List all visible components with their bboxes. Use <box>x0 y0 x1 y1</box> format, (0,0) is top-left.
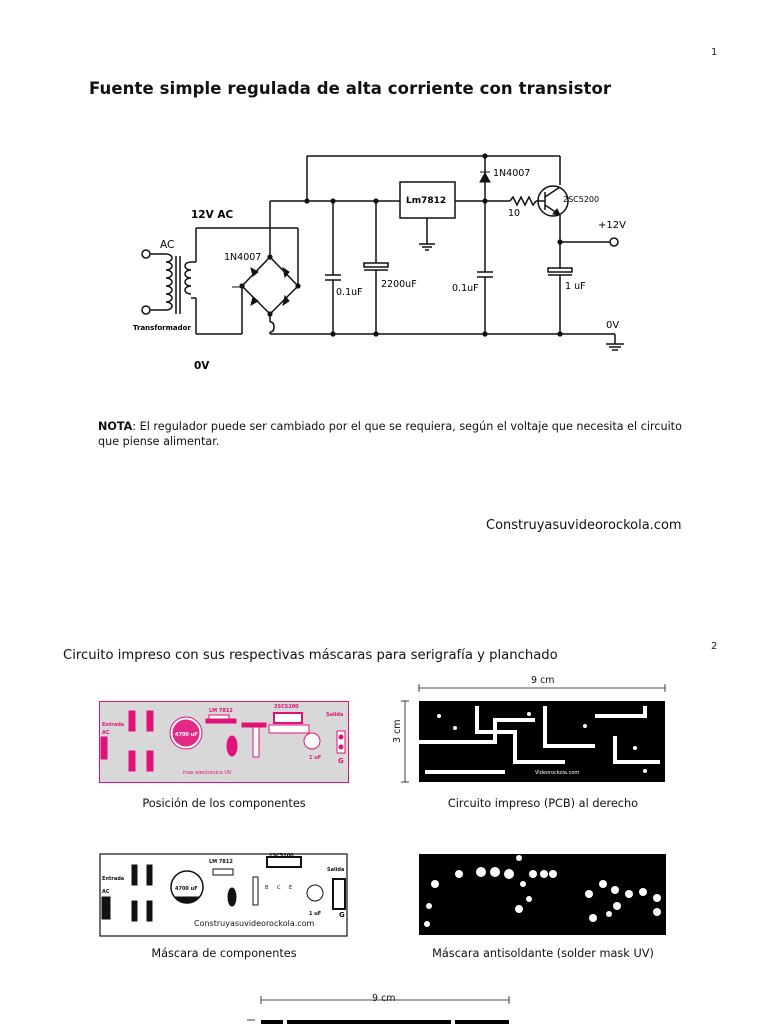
pcb-site: Videorockola.com <box>535 770 580 776</box>
mask-1uf: 1 uF <box>309 911 322 917</box>
caption-solder-mask: Máscara antisoldante (solder mask UV) <box>432 947 654 960</box>
label-transformer: Transformador <box>133 324 191 332</box>
pink-g: G <box>338 757 344 765</box>
label-cap2: 2200uF <box>381 279 417 290</box>
section-heading: Circuito impreso con sus respectivas máscaras para serigrafía y planchado <box>63 648 558 663</box>
note-label: NOTA <box>98 420 133 433</box>
pcb-board <box>395 676 675 788</box>
pink-salida: Salida <box>326 712 344 718</box>
pink-entrada: Entrada <box>102 722 125 728</box>
label-ac: AC <box>160 239 175 251</box>
site-credit: Construyasuvideorockola.com <box>486 518 682 533</box>
pink-ac: AC <box>102 730 110 736</box>
label-cap3: 0.1uF <box>452 283 479 294</box>
mask-transistor: 2SC5200 <box>269 853 294 859</box>
pink-transistor: 2SC5200 <box>274 704 299 710</box>
mask-lm7812: LM 7812 <box>209 859 233 865</box>
label-12vac: 12V AC <box>191 209 234 221</box>
dim-width: 9 cm <box>531 675 555 686</box>
page-number-2: 2 <box>711 641 718 652</box>
label-out: +12V <box>598 220 626 231</box>
mask-b: B <box>265 885 269 891</box>
label-0v-right: 0V <box>606 320 620 331</box>
mask-g: G <box>339 911 345 919</box>
label-cap1: 0.1uF <box>336 287 363 298</box>
mask-c: C <box>277 885 281 891</box>
label-regulator: Lm7812 <box>406 196 447 206</box>
pink-cap: 4700 uF <box>175 732 198 738</box>
pink-site: mas electronica UV <box>183 770 232 776</box>
mask-ac: AC <box>102 889 110 895</box>
note-paragraph <box>98 419 688 449</box>
caption-component-mask: Máscara de componentes <box>151 947 297 960</box>
label-bridge: 1N4007 <box>224 252 262 263</box>
note-text: : El regulador puede ser cambiado por el que se requiera, según el voltaje que necesita el circuito que piense alimentar. <box>98 420 682 448</box>
label-transistor: 2SC5200 <box>563 195 600 204</box>
page-title: Fuente simple regulada de alta corriente con transistor <box>89 79 612 98</box>
label-diode: 1N4007 <box>493 168 531 179</box>
page-number-1: 1 <box>711 47 718 58</box>
label-resistor: 10 <box>508 208 521 219</box>
pink-1uf: 1 uF <box>309 755 322 761</box>
mask-e: E <box>289 885 293 891</box>
mask-site: Construyasuvideorockola.com <box>194 919 315 928</box>
mask-salida: Salida <box>327 867 345 873</box>
dim-width-bottom: 9 cm <box>372 993 396 1004</box>
solder-mask-board <box>419 854 666 935</box>
caption-pcb: Circuito impreso (PCB) al derecho <box>447 797 639 810</box>
label-cap4: 1 uF <box>565 281 586 292</box>
component-mask-board <box>99 853 349 937</box>
caption-components-position: Posición de los componentes <box>142 797 306 810</box>
label-0v-left: 0V <box>194 360 210 372</box>
mask-cap: 4700 uF <box>175 886 198 892</box>
components-position-board <box>99 701 349 783</box>
dim-height: 3 cm <box>392 719 403 743</box>
circuit-schematic <box>0 0 768 400</box>
mask-entrada: Entrada <box>102 876 125 882</box>
pink-lm7812: LM 7812 <box>209 708 233 714</box>
